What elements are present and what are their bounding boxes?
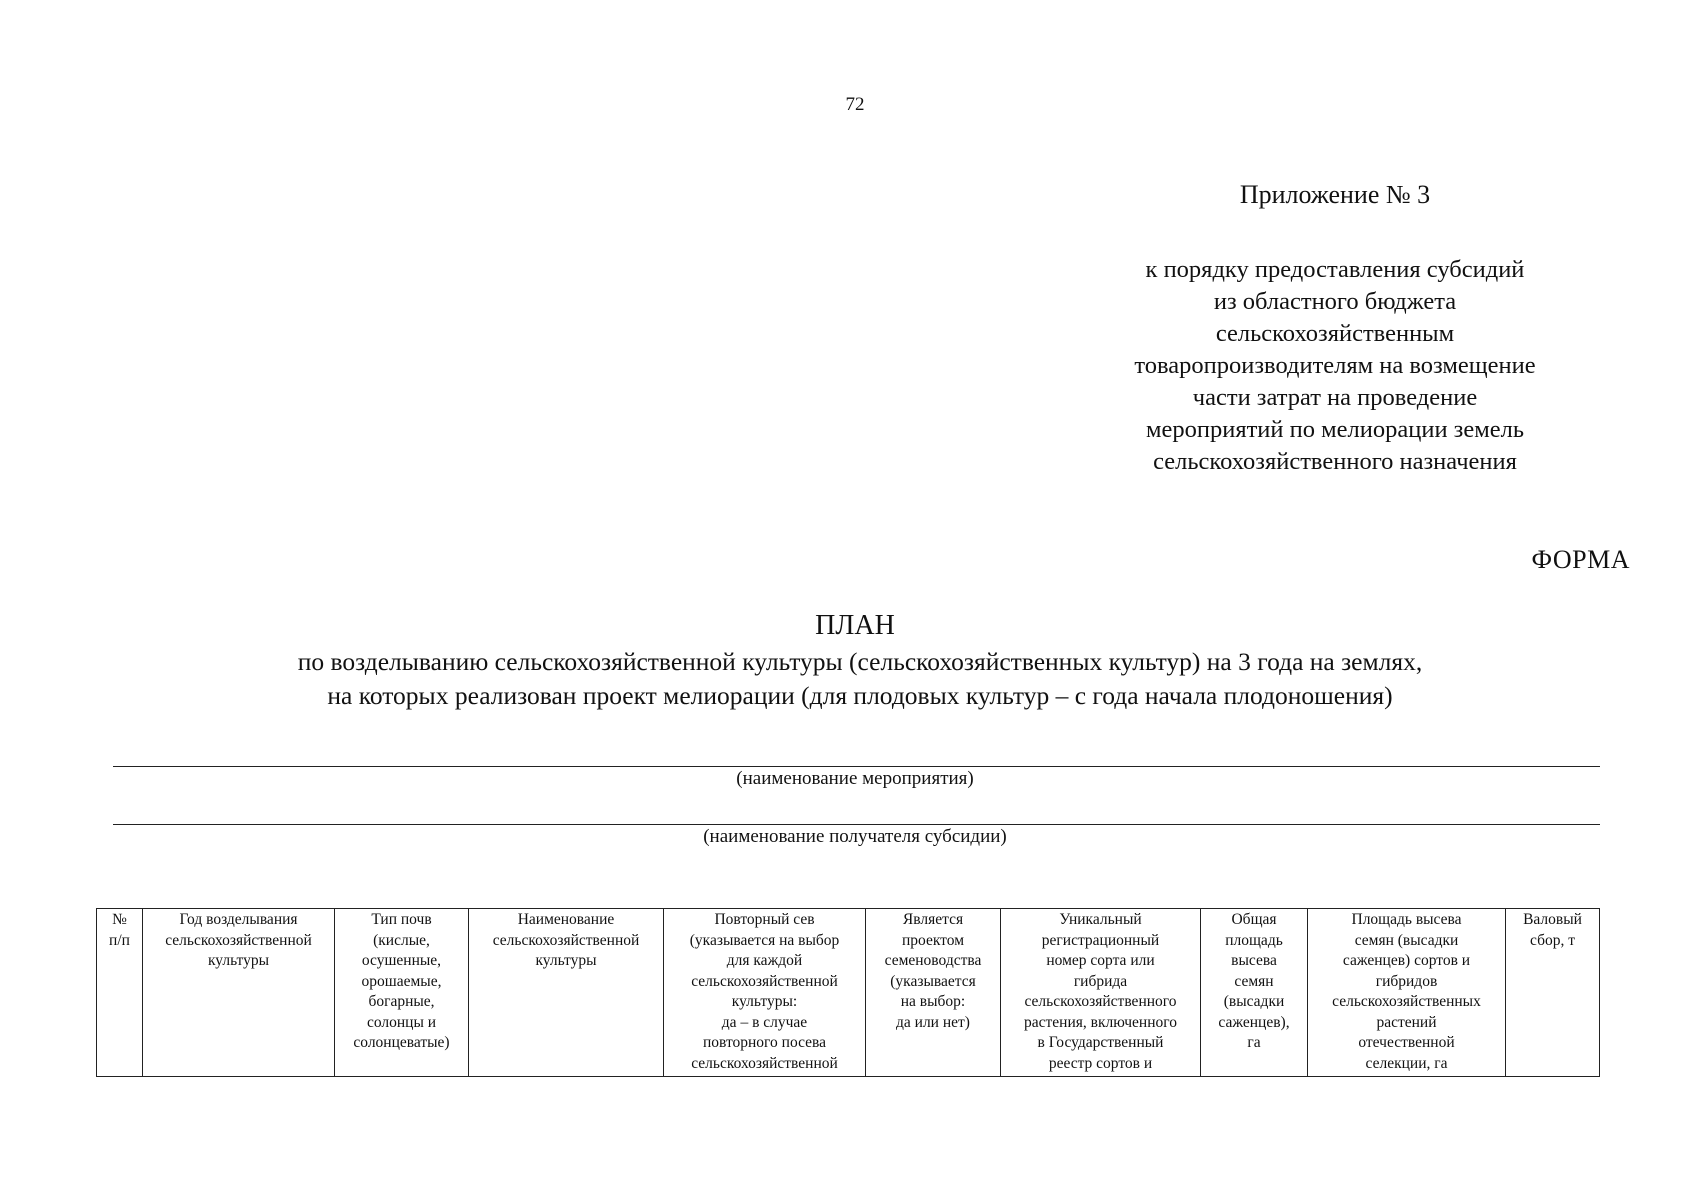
header-cell-repeat-sowing: Повторный сев (указывается на выбор для каждой сельскохозяйственной культуры: да – в случае повторного посева сельскохозяйственной xyxy=(664,909,866,1077)
form-label: ФОРМА xyxy=(1531,545,1630,574)
appendix-description-line: к порядку предоставления субсидий xyxy=(1145,256,1525,283)
table-header-row xyxy=(97,909,1600,1077)
event-name-line xyxy=(113,766,1600,767)
event-name-caption: (наименование мероприятия) xyxy=(736,768,974,789)
plan-subtitle-line: по возделыванию сельскохозяйственной культуры (сельскохозяйственных культур) на 3 года на землях, xyxy=(297,647,1423,676)
header-cell-gross-yield: Валовый сбор, т xyxy=(1506,909,1600,1077)
page-number: 72 xyxy=(845,94,865,115)
appendix-description-line: товаропроизводителям на возмещение xyxy=(1134,352,1536,379)
plan-subtitle xyxy=(60,645,1660,713)
appendix-description-line: части затрат на проведение xyxy=(1192,384,1478,411)
appendix-description-line: сельскохозяйственного назначения xyxy=(1153,448,1517,475)
appendix-description-line: сельскохозяйственным xyxy=(1215,320,1455,347)
appendix-description xyxy=(1090,254,1580,478)
header-cell-crop-name: Наименование сельскохозяйственной культуры xyxy=(469,909,664,1077)
recipient-name-line xyxy=(113,824,1600,825)
header-cell-seed-project: Является проектом семеноводства (указывается на выбор: да или нет) xyxy=(866,909,1001,1077)
header-cell-registration-number: Уникальный регистрационный номер сорта или гибрида сельскохозяйственного растения, включенного в Государственный реестр сортов и xyxy=(1001,909,1201,1077)
appendix-number: Приложение № 3 xyxy=(1239,180,1431,209)
plan-table xyxy=(96,908,1600,1077)
header-cell-soil-type: Тип почв (кислые, осушенные, орошаемые, богарные, солонцы и солонцеватые) xyxy=(335,909,469,1077)
plan-subtitle-line: на которых реализован проект мелиорации (для плодовых культур – с года начала плодоношения) xyxy=(327,681,1393,710)
header-cell-total-area: Общая площадь высева семян (высадки саженцев), га xyxy=(1201,909,1308,1077)
recipient-name-caption: (наименование получателя субсидии) xyxy=(703,826,1007,847)
appendix-description-line: мероприятий по мелиорации земель xyxy=(1145,416,1525,443)
header-cell-domestic-area: Площадь высева семян (высадки саженцев) сортов и гибридов сельскохозяйственных растений отечественной селекции, га xyxy=(1308,909,1506,1077)
appendix-description-line: из областного бюджета xyxy=(1213,288,1457,315)
header-cell-cultivation-year: Год возделывания сельскохозяйственной культуры xyxy=(143,909,335,1077)
plan-title: ПЛАН xyxy=(815,610,895,641)
header-cell-number: № п/п xyxy=(97,909,143,1077)
